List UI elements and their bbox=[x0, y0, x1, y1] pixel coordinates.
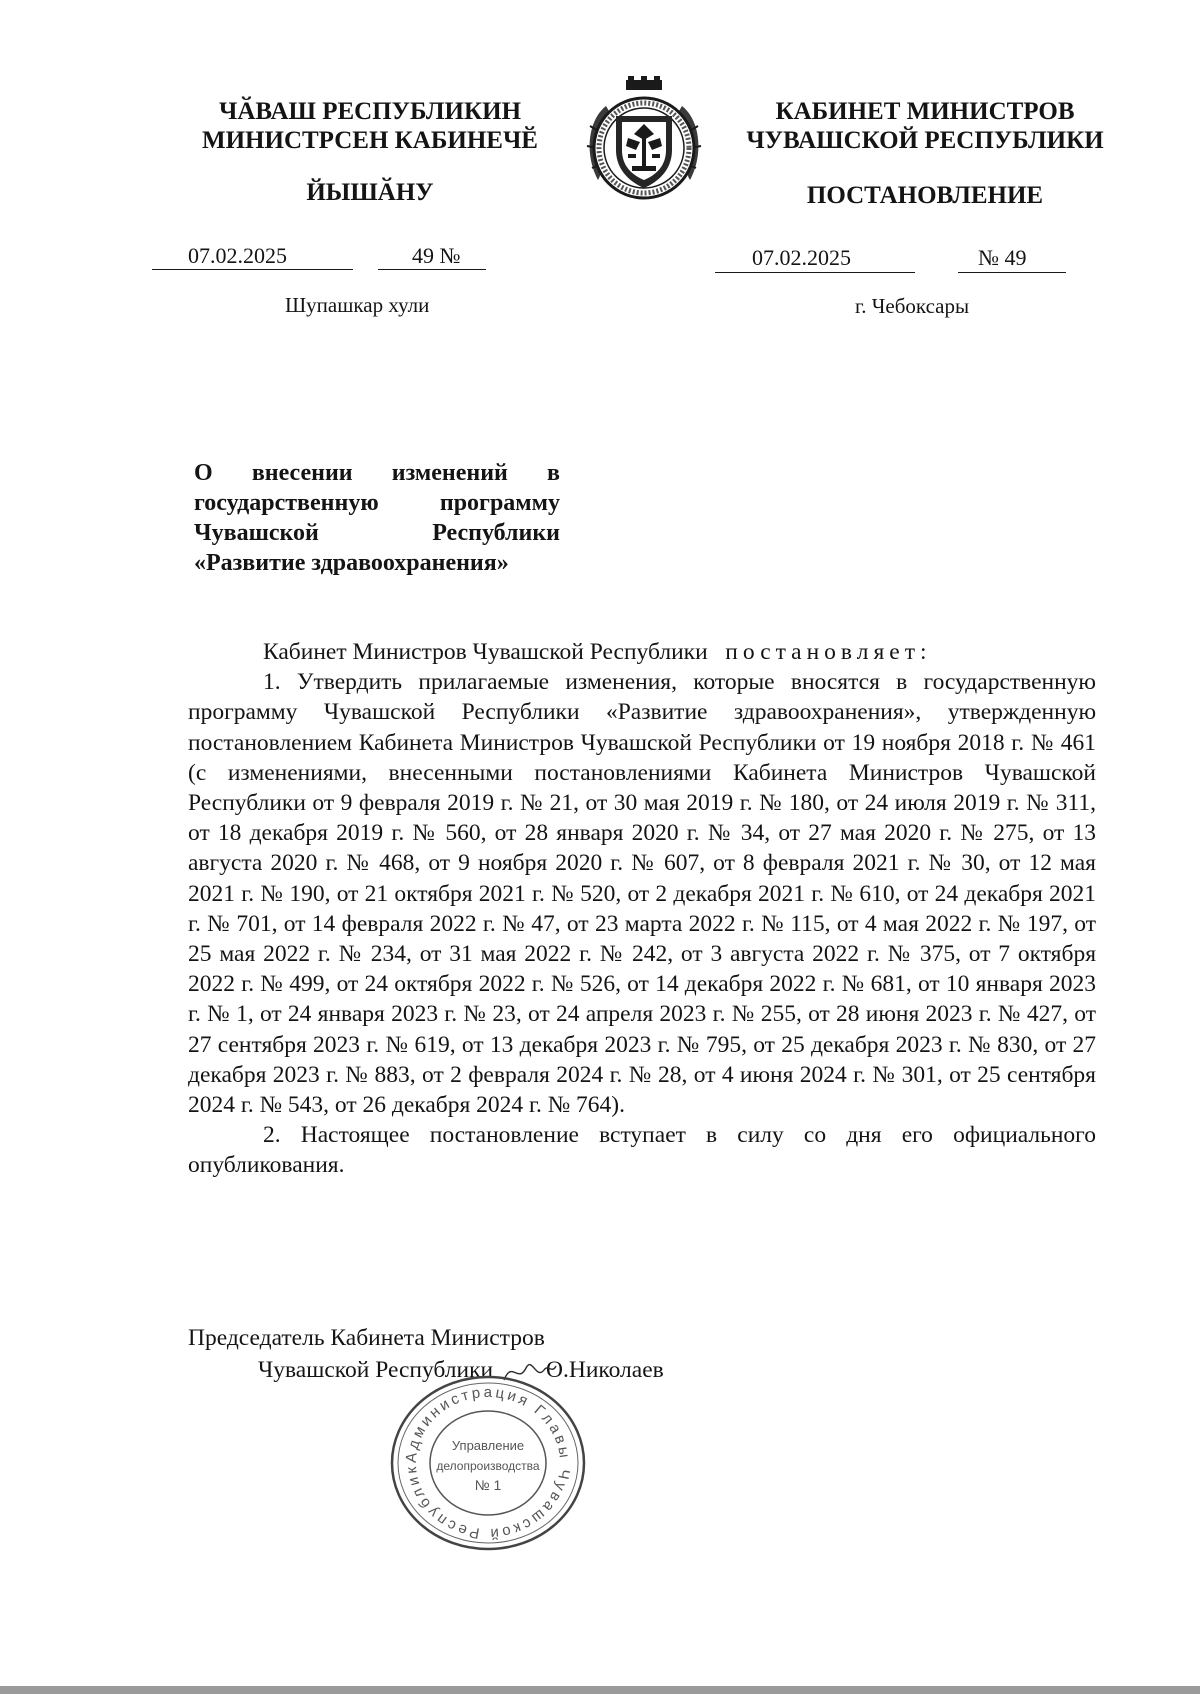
header-left-org bbox=[170, 97, 570, 155]
coat-of-arms-icon bbox=[576, 76, 712, 212]
stamp-center-line1: Управление bbox=[451, 1438, 525, 1453]
scan-edge bbox=[0, 1686, 1200, 1694]
header-left-line1: ЧӐВАШ РЕСПУБЛИКИН bbox=[218, 98, 522, 125]
header-left-doctype: ЙЫШӐНУ bbox=[306, 179, 434, 206]
left-date: 07.02.2025 bbox=[188, 243, 287, 268]
header-left-line2: МИНИСТРСЕН КАБИНЕЧӖ bbox=[202, 127, 538, 154]
paragraph-1: 1. Утвердить прилагаемые изменения, которые вносятся в государственную программу Чувашской Республики «Развитие здравоохранения», утвержденную постановлением Кабинета Министров Чувашской Республики от 19 ноября 2018 г. № 461 (с изменениями, внесенными постановлениями Кабинета Министров Чувашской Республики от 9 февраля 2019 г. № 21, от 30 мая 2019 г. № 180, от 24 июля 2019 г. № 311, от 18 декабря 2019 г. № 560, от 28 января 2020 г. № 34, от 27 мая 2020 г. № 275, от 13 августа 2020 г. № 468, от 9 ноября 2020 г. № 607, от 8 февраля 2021 г. № 30, от 12 мая 2021 г. № 190, от 21 октября 2021 г. № 520, от 2 декабря 2021 г. № 610, от 24 декабря 2021 г. № 701, от 14 февраля 2022 г. № 47, от 23 марта 2022 г. № 115, от 4 мая 2022 г. № 197, от 25 мая 2022 г. № 234, от 31 мая 2022 г. № 242, от 3 августа 2022 г. № 375, от 7 октября 2022 г. № 499, от 24 октября 2022 г. № 526, от 14 декабря 2022 г. № 681, от 10 января 2023 г. № 1, от 24 января 2023 г. № 23, от 24 апреля 2023 г. № 255, от 28 июня 2023 г. № 427, от 27 сентября 2023 г. № 619, от 13 декабря 2023 г. № 795, от 25 декабря 2023 г. № 830, от 27 декабря 2023 г. № 883, от 2 февраля 2024 г. № 28, от 4 июня 2024 г. № 301, от 25 сентября 2024 г. № 543, от 26 декабря 2024 г. № 764). bbox=[188, 669, 1096, 1119]
left-place: Шупашкар хули bbox=[285, 293, 430, 317]
right-number: № 49 bbox=[978, 245, 1027, 270]
right-date: 07.02.2025 bbox=[752, 245, 851, 270]
official-stamp bbox=[378, 1373, 598, 1553]
right-date-underline bbox=[715, 272, 915, 273]
intro-prefix: Кабинет Министров Чувашской Республики bbox=[263, 639, 708, 665]
stamp-center-line3: № 1 bbox=[474, 1477, 502, 1493]
paragraph-2: 2. Настоящее постановление вступает в силу со дня его официального опубликования. bbox=[188, 1122, 1096, 1179]
left-number: 49 № bbox=[412, 243, 461, 268]
right-number-underline bbox=[958, 272, 1066, 273]
intro-line bbox=[188, 637, 1096, 667]
stamp-center-line2: делопроизводства bbox=[436, 1459, 540, 1473]
intro-spaced: постановляет: bbox=[725, 639, 932, 665]
left-number-underline bbox=[378, 269, 486, 270]
document-body bbox=[188, 637, 1096, 1181]
signature-position-line2: Чувашской Республики bbox=[258, 1357, 494, 1383]
left-date-underline bbox=[152, 269, 353, 270]
header-right-line1: КАБИНЕТ МИНИСТРОВ bbox=[775, 98, 1075, 125]
signature-position-line1: Председатель Кабинета Министров bbox=[188, 1325, 545, 1351]
header-right-line2: ЧУВАШСКОЙ РЕСПУБЛИКИ bbox=[746, 127, 1104, 154]
header-right-doctype: ПОСТАНОВЛЕНИЕ bbox=[806, 182, 1044, 209]
right-place: г. Чебоксары bbox=[855, 294, 970, 318]
svg-text:Администрация Главы Чувашской bbox=[378, 1373, 573, 1542]
signature-name: О.Николаев bbox=[546, 1357, 664, 1383]
header-right-org bbox=[720, 97, 1130, 155]
document-title: О внесении изменений в государственную программу Чувашской Республики «Развитие здравоохранения» bbox=[194, 460, 560, 576]
stamp-ring-text: Администрация Главы Чувашской Республик bbox=[402, 1383, 574, 1543]
